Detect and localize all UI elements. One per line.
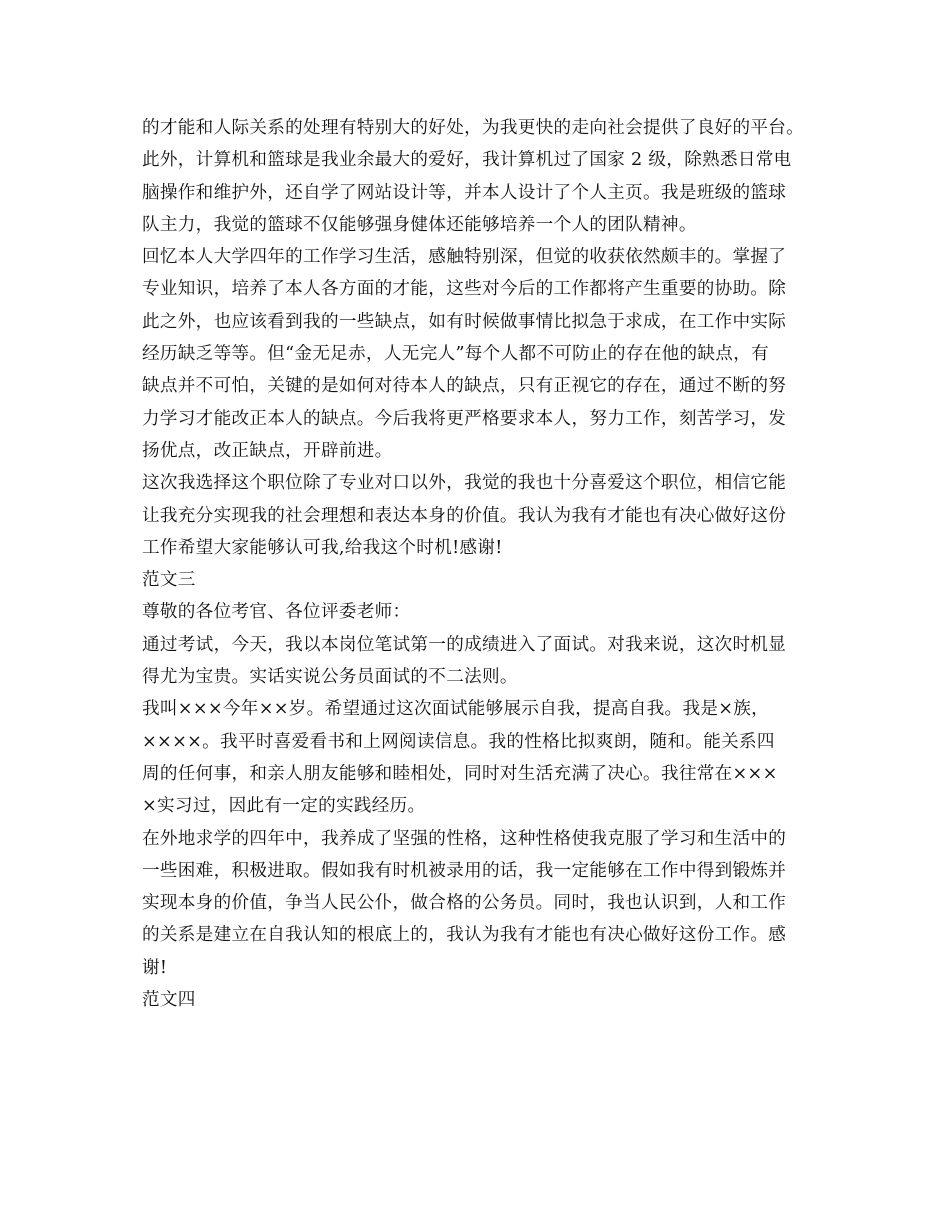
text-line: 队主力，我觉的篮球不仅能够强身健体还能够培养一个人的团队精神。 — [142, 214, 697, 235]
document-body — [142, 112, 842, 1016]
text-line: 专业知识，培养了本人各方面的才能，这些对今后的工作都将产生重要的协助。除 — [142, 279, 787, 300]
text-line: 在外地求学的四年中，我养成了坚强的性格，这种性格使我克服了学习和生活中的 — [142, 828, 787, 849]
text-line: 此之外，也应该看到我的一些缺点，如有时候做事情比拟急于求成，在工作中实际 — [142, 311, 787, 332]
text-line: 让我充分实现我的社会理想和表达本身的价值。我认为我有才能也有决心做好这份 — [142, 505, 787, 526]
section-heading: 范文四 — [142, 990, 196, 1011]
salutation: 尊敬的各位考官、各位评委老师： — [142, 602, 411, 623]
text-line: 脑操作和维护外，还自学了网站设计等，并本人设计了个人主页。我是班级的篮球 — [142, 182, 787, 203]
text-line: 工作希望大家能够认可我,给我这个时机!感谢! — [142, 537, 503, 558]
text-line: 力学习才能改正本人的缺点。今后我将更严格要求本人，努力工作，刻苦学习，发 — [142, 408, 787, 429]
text-line: 得尤为宝贵。实话实说公务员面试的不二法则。 — [142, 667, 518, 688]
text-line: 一些困难，积极进取。假如我有时机被录用的话，我一定能够在工作中得到锻炼并 — [142, 860, 787, 881]
text-line: 周的任何事，和亲人朋友能够和睦相处，同时对生活充满了决心。我往常在××× — [142, 763, 778, 784]
text-line: 经历缺乏等等。但“金无足赤，人无完人”每个人都不可防止的存在他的缺点，有 — [142, 344, 769, 365]
text-line: 我叫×××今年××岁。希望通过这次面试能够展示自我，提高自我。我是×族， — [142, 699, 770, 720]
text-line: 的关系是建立在自我认知的根底上的，我认为我有才能也有决心做好这份工作。感 — [142, 925, 787, 946]
text-line: 通过考试，今天，我以本岗位笔试第一的成绩进入了面试。对我来说，这次时机显 — [142, 634, 787, 655]
text-line: ××××。我平时喜爱看书和上网阅读信息。我的性格比拟爽朗，随和。能关系四 — [142, 731, 775, 752]
text-line: 此外，计算机和篮球是我业余最大的爱好，我计算机过了国家 2 级，除熟悉日常电 — [142, 150, 792, 171]
text-line: 的才能和人际关系的处理有特别大的好处，为我更快的走向社会提供了良好的平台。 — [142, 118, 805, 138]
text-line: ×实习过，因此有一定的实践经历。 — [142, 796, 426, 817]
text-line: 这次我选择这个职位除了专业对口以外，我觉的我也十分喜爱这个职位，相信它能 — [142, 473, 787, 494]
text-line: 缺点并不可怕，关键的是如何对待本人的缺点，只有正视它的存在，通过不断的努 — [142, 376, 787, 397]
text-line: 谢! — [142, 957, 168, 978]
section-heading: 范文三 — [142, 570, 196, 591]
text-line: 实现本身的价值，争当人民公仆，做合格的公务员。同时，我也认识到，人和工作 — [142, 893, 787, 914]
text-line: 扬优点，改正缺点，开辟前进。 — [142, 440, 393, 461]
text-line: 回忆本人大学四年的工作学习生活，感触特别深，但觉的收获依然颇丰的。掌握了 — [142, 247, 787, 268]
